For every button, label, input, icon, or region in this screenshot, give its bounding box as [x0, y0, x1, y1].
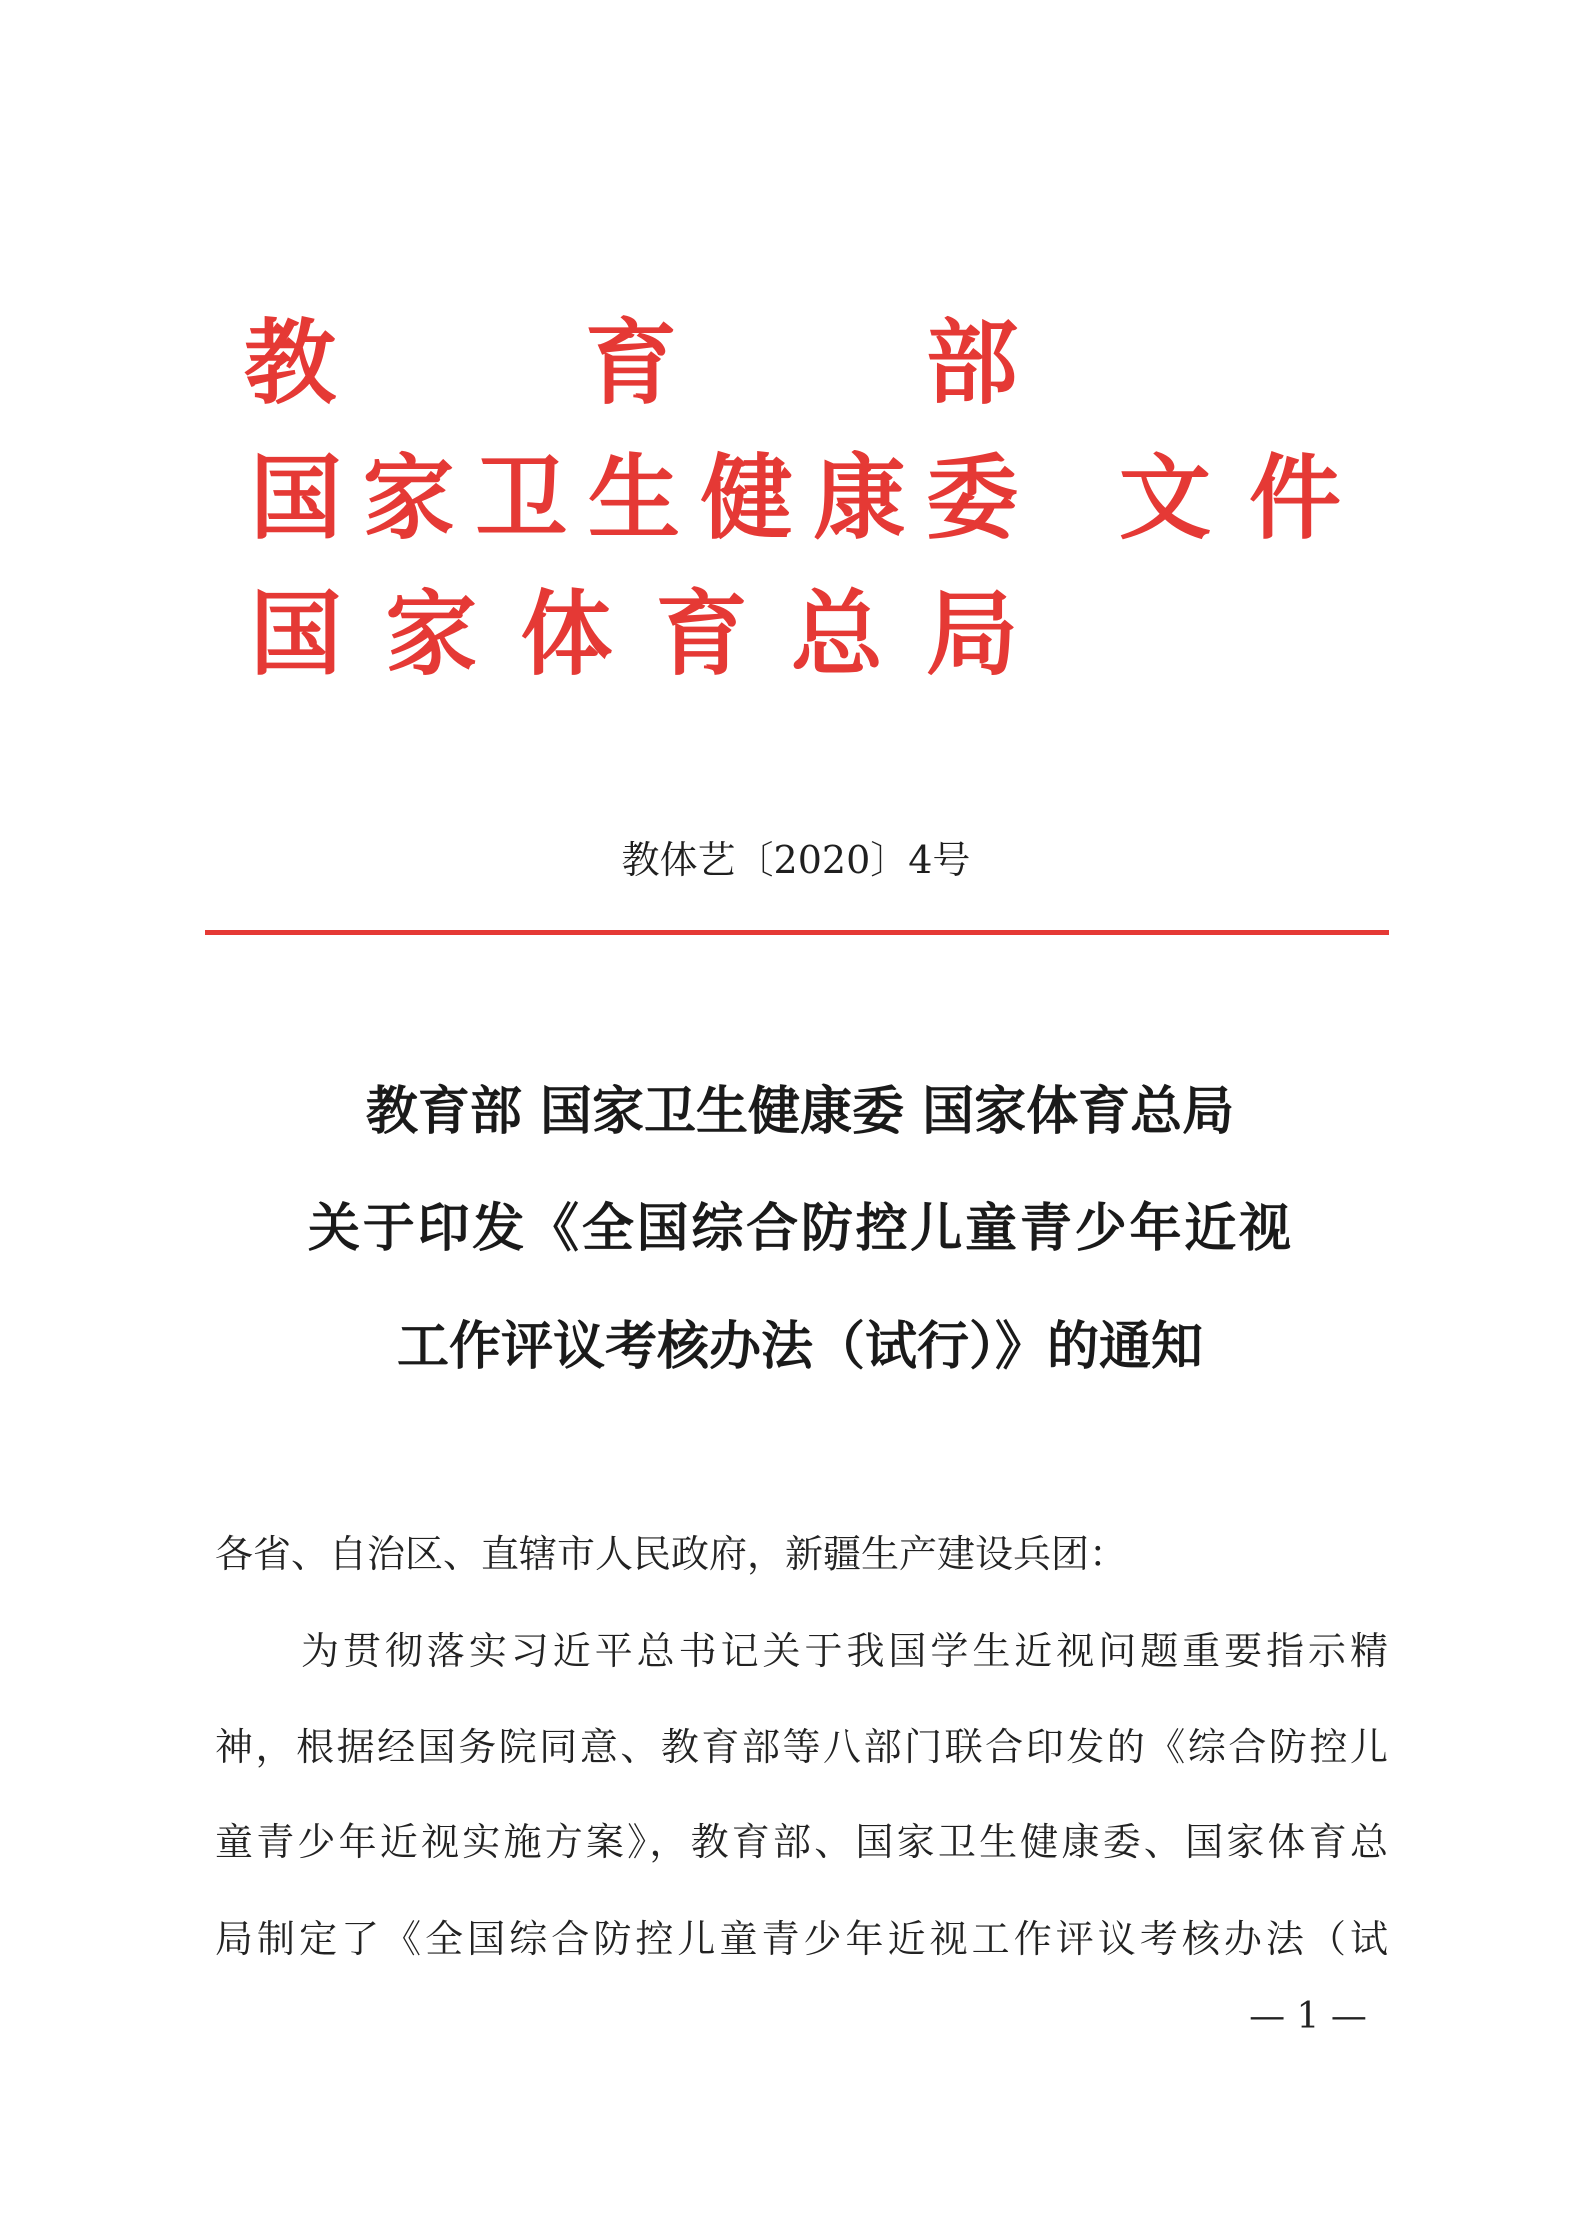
title-line-1: 教育部 国家卫生健康委 国家体育总局 — [365, 1081, 1235, 1142]
salutation: 各省、自治区、直辖市人民政府，新疆生产建设兵团： — [215, 1532, 1128, 1576]
body-line-2: 神，根据经国务院同意、教育部等八部门联合印发的《综合防控儿 — [215, 1725, 1388, 1769]
title-line-2: 关于印发《全国综合防控儿童青少年近视 — [308, 1198, 1291, 1259]
title-line-3: 工作评议考核办法（试行）》的通知 — [396, 1316, 1203, 1377]
document-label: 文件 — [1119, 444, 1341, 552]
issuer-ministry-of-education: 教育部 — [244, 309, 1018, 417]
body-line-1: 为贯彻落实习近平总书记关于我国学生近视问题重要指示精 — [301, 1629, 1388, 1673]
issuer-national-health-commission: 国家卫生健康委 — [250, 444, 1018, 552]
body-line-3: 童青少年近视实施方案》，教育部、国家卫生健康委、国家体育总 — [215, 1820, 1388, 1864]
document-number: 教体艺〔2020〕4号 — [621, 838, 971, 882]
body-line-4: 局制定了《全国综合防控儿童青少年近视工作评议考核办法（试 — [215, 1917, 1388, 1961]
red-divider-line — [205, 930, 1389, 935]
issuer-general-administration-of-sport: 国家体育总局 — [250, 580, 1018, 688]
page-number: — 1 — — [1249, 1996, 1367, 2037]
